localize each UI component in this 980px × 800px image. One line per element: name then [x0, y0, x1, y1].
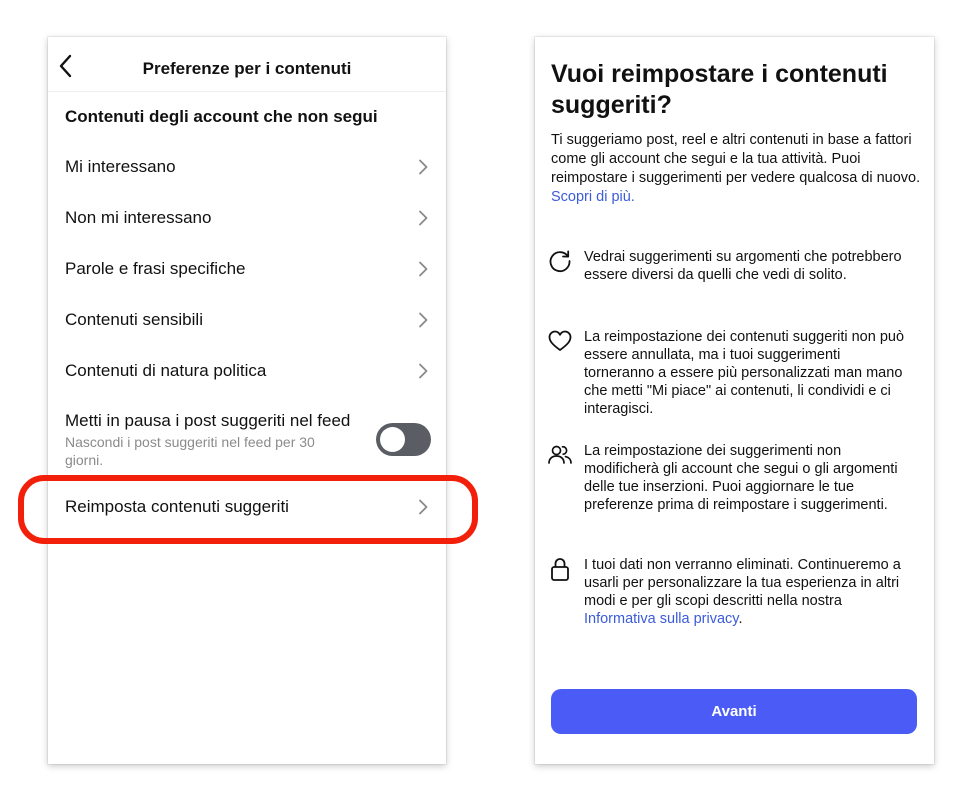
menu-item-label: Parole e frasi specifiche — [65, 259, 246, 278]
menu-item-not-interested[interactable] — [48, 196, 446, 240]
page-title: Preferenze per i contenuti — [142, 59, 352, 78]
section-title: Contenuti degli account che non segui — [65, 107, 378, 126]
content-preferences-screen — [48, 37, 446, 764]
menu-item-label: Reimposta contenuti suggeriti — [65, 497, 289, 516]
description-text: Ti suggeriamo post, reel e altri contenuti in base a fattori come gli account che segui e la tua attività. Puoi reimpostare i suggerimenti per vedere qualcosa di nuovo. — [551, 132, 921, 186]
people-icon — [547, 442, 573, 468]
learn-more-link[interactable]: Scopri di più. — [551, 189, 635, 205]
info-item-text: La reimpostazione dei suggerimenti non modificherà gli account che segui o gli argomenti delle tue inserzioni. Puoi aggiornare le tue preferenze prima di reimpostare i suggerimenti. — [584, 443, 898, 513]
reset-suggestions-screen — [535, 37, 934, 764]
privacy-text-suffix: . — [738, 611, 743, 627]
top-bar — [48, 37, 446, 92]
menu-item-sensitive-content[interactable] — [48, 298, 446, 342]
menu-item-label: Mi interessano — [65, 157, 176, 176]
privacy-text: I tuoi dati non verranno eliminati. Continueremo a usarli per personalizzare la tua esperienza in altri modi e per gli scopi descritti nella nostra — [584, 557, 901, 609]
lock-icon — [547, 556, 573, 582]
refresh-icon — [547, 248, 573, 274]
menu-item-specific-words[interactable] — [48, 247, 446, 291]
chevron-right-icon — [418, 312, 428, 328]
info-item-text: Vedrai suggerimenti su argomenti che potrebbero essere diversi da quelli che vedi di solito. — [584, 249, 902, 283]
pause-suggested-posts-toggle[interactable] — [376, 423, 431, 456]
menu-item-label: Non mi interessano — [65, 208, 212, 227]
menu-item-label: Contenuti sensibili — [65, 310, 203, 329]
menu-item-label: Contenuti di natura politica — [65, 361, 267, 380]
chevron-right-icon — [418, 210, 428, 226]
chevron-right-icon — [418, 363, 428, 379]
chevron-right-icon — [418, 261, 428, 277]
reset-dialog-title: Vuoi reimpostare i contenuti suggeriti? — [551, 60, 888, 119]
pause-suggested-posts-description: Nascondi i post suggeriti nel feed per 30 giorni. — [65, 434, 315, 468]
highlight-outline — [18, 475, 478, 544]
info-item-text: La reimpostazione dei contenuti suggeriti non può essere annullata, ma i tuoi suggerimenti torneranno a essere più personalizzati man mano che metti "Mi piace" ai contenuti, li condividi e ci interagisci. — [584, 329, 905, 417]
heart-icon — [547, 328, 573, 354]
privacy-policy-link[interactable]: Informativa sulla privacy — [584, 611, 739, 627]
menu-item-political-content[interactable] — [48, 349, 446, 393]
menu-item-interested[interactable] — [48, 145, 446, 189]
toggle-knob — [380, 427, 405, 452]
next-button[interactable]: Avanti — [551, 689, 917, 734]
pause-suggested-posts-label: Metti in pausa i post suggeriti nel feed — [65, 411, 351, 430]
info-item-text — [584, 556, 909, 628]
pause-suggested-posts-row — [48, 407, 446, 473]
reset-dialog-description — [551, 131, 921, 207]
chevron-right-icon — [418, 159, 428, 175]
